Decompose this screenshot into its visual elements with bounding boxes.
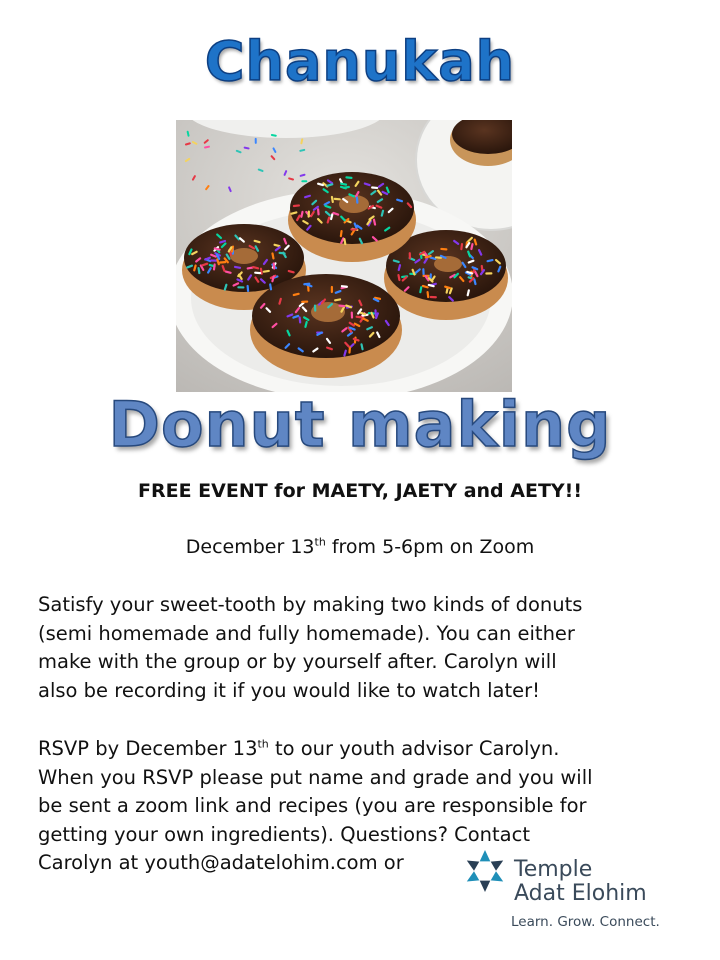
sprinkle <box>235 267 240 268</box>
description-line: make with the group or by yourself after. Carolyn will <box>38 650 557 673</box>
sprinkle <box>301 175 305 176</box>
sprinkle <box>361 344 362 349</box>
description-paragraph <box>38 591 698 705</box>
sprinkle <box>426 256 431 257</box>
sprinkle <box>289 271 294 272</box>
date-rest: from 5-6pm on Zoom <box>325 536 535 558</box>
sprinkle <box>272 135 276 136</box>
sprinkle <box>294 294 299 295</box>
sprinkle <box>205 147 209 148</box>
sprinkle <box>217 259 219 264</box>
sprinkle <box>186 143 190 144</box>
event-headline: FREE EVENT for MAETY, JAETY and AETY!! <box>137 480 582 502</box>
logo-name <box>514 858 647 906</box>
sprinkle <box>272 276 273 281</box>
rsvp-line: When you RSVP please put name and grade and you will <box>38 765 593 789</box>
rsvp-line <box>38 735 698 764</box>
sprinkle <box>194 266 195 271</box>
sprinkle <box>398 275 399 280</box>
donut-photo-illustration <box>176 120 512 392</box>
sprinkle <box>474 279 475 284</box>
sprinkle <box>357 317 362 318</box>
date-suffix: th <box>314 535 326 549</box>
sprinkle <box>468 290 469 295</box>
sprinkle <box>293 316 298 318</box>
sprinkle <box>332 197 333 202</box>
logo-mark-segment <box>480 881 491 892</box>
sprinkle <box>341 184 346 185</box>
logo-mark-segment <box>467 871 479 881</box>
sprinkle <box>300 150 304 151</box>
sprinkle <box>259 170 263 171</box>
sprinkle <box>199 268 200 273</box>
description-line: Satisfy your sweet-tooth by making two kinds of donuts <box>38 593 583 616</box>
sprinkle <box>292 212 297 213</box>
sprinkle <box>344 187 349 188</box>
sprinkle <box>248 268 253 269</box>
rsvp-line: be sent a zoom link and recipes (you are responsible for <box>38 794 587 817</box>
sprinkle <box>226 272 231 273</box>
sprinkle <box>215 248 220 249</box>
logo-mark-segment <box>480 850 491 861</box>
sprinkle <box>272 253 273 258</box>
title-chanukah: Chanukah <box>204 30 516 93</box>
sprinkle <box>318 184 323 185</box>
sprinkle <box>399 265 400 270</box>
sprinkle <box>344 351 345 356</box>
rsvp-date-suffix: th <box>257 737 269 751</box>
sprinkle <box>344 239 345 244</box>
sprinkle <box>301 212 302 217</box>
sprinkle <box>461 244 462 249</box>
description-line: also be recording it if you would like to watch later! <box>38 678 540 702</box>
sprinkle <box>275 245 280 246</box>
sprinkle <box>305 322 306 327</box>
sprinkle <box>374 220 375 225</box>
sprinkle <box>253 267 258 268</box>
title-donut-making: Donut making <box>108 388 612 461</box>
temple-logo <box>462 848 692 938</box>
logo-mark-segment <box>467 861 479 871</box>
sprinkle <box>360 313 365 315</box>
sprinkle <box>335 299 340 300</box>
sprinkle <box>225 285 227 290</box>
sprinkle <box>270 284 271 289</box>
sprinkle <box>423 286 428 287</box>
sprinkle <box>202 264 207 266</box>
sprinkle <box>331 214 332 219</box>
sprinkle <box>220 241 225 242</box>
sprinkle <box>188 132 189 136</box>
sprinkle <box>301 139 302 143</box>
event-date <box>0 536 720 558</box>
sprinkle <box>375 298 380 299</box>
logo-mark-segment <box>491 861 503 871</box>
sprinkle <box>394 261 399 262</box>
sprinkle <box>274 264 275 269</box>
rsvp-line: getting your own ingredients). Questions? Contact <box>38 822 530 846</box>
rsvp-text: RSVP by December 13 <box>38 737 258 760</box>
sprinkle <box>431 258 436 259</box>
sprinkle <box>467 272 472 273</box>
sprinkle <box>255 241 260 242</box>
star-of-david-logo-icon <box>462 848 508 894</box>
sprinkle <box>445 287 450 288</box>
sprinkle <box>428 292 429 297</box>
sprinkle <box>326 206 331 208</box>
date-text: December 13 <box>185 536 315 558</box>
logo-mark-segment <box>491 871 503 881</box>
sprinkle <box>300 317 301 322</box>
sprinkle <box>382 211 383 216</box>
sprinkle <box>475 240 476 245</box>
sprinkle <box>346 177 351 178</box>
rsvp-contact-line: Carolyn at youth@adatelohim.com or <box>38 851 404 874</box>
sprinkle <box>482 266 483 271</box>
sprinkle <box>264 271 269 272</box>
sprinkle <box>305 196 310 197</box>
sprinkle <box>429 285 434 286</box>
donut-photo <box>176 120 512 392</box>
donut-top <box>288 172 416 262</box>
logo-name-line1: Temple <box>514 857 593 882</box>
sprinkle <box>397 200 402 201</box>
rsvp-text-rest: to our youth advisor Carolyn. <box>268 737 560 760</box>
description-line: (semi homemade and fully homemade). You can either <box>38 621 575 645</box>
sprinkle <box>279 299 280 304</box>
sprinkle <box>333 213 338 215</box>
sprinkle <box>342 286 347 287</box>
logo-tagline: Learn. Grow. Connect. <box>511 914 660 930</box>
sprinkle <box>245 148 249 149</box>
sprinkle <box>214 264 215 269</box>
logo-name-line2: Adat Elohim <box>514 881 647 906</box>
sprinkle <box>420 287 421 292</box>
sprinkle <box>354 339 359 341</box>
sprinkle <box>341 231 342 236</box>
sprinkle <box>327 184 332 185</box>
sprinkle <box>328 218 329 223</box>
sprinkle <box>471 244 472 249</box>
sprinkle <box>488 260 493 261</box>
sprinkle <box>289 178 293 179</box>
sprinkle <box>365 184 370 186</box>
sprinkle <box>237 151 241 152</box>
sprinkle <box>327 348 332 350</box>
sprinkle <box>294 205 299 206</box>
